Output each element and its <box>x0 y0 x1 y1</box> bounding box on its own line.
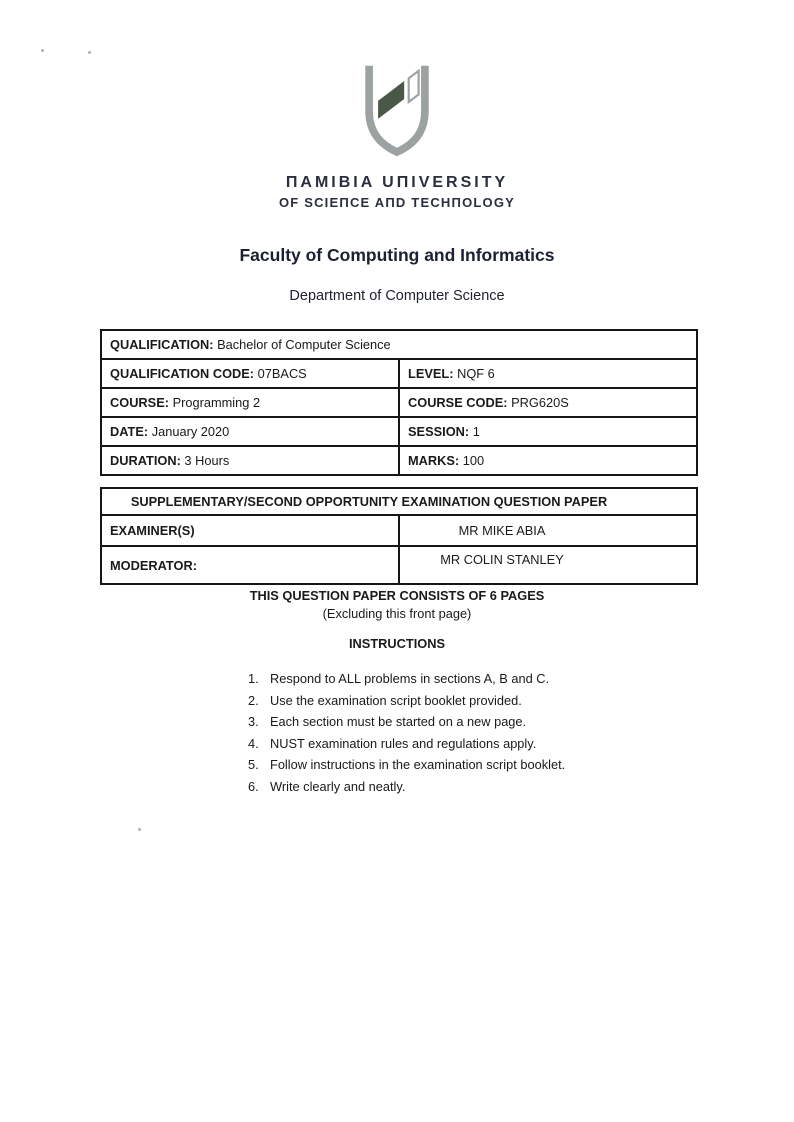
table-row <box>101 388 697 417</box>
examiner-value: MR MIKE ABIA <box>399 515 697 546</box>
field-label: QUALIFICATION CODE: <box>110 366 255 381</box>
table-row <box>101 417 697 446</box>
item-number: 2. <box>248 692 259 708</box>
field-value: NQF 6 <box>457 366 495 381</box>
moderator-label: MODERATOR: <box>101 546 399 584</box>
item-text: Each section must be started on a new page. <box>270 714 527 730</box>
exam-paper-title: SUPPLEMENTARY/SECOND OPPORTUNITY EXAMINATION QUESTION PAPER <box>101 488 697 515</box>
course-code-cell <box>399 388 697 417</box>
department-title: Department of Computer Science <box>289 288 505 304</box>
table-row <box>101 330 697 359</box>
item-number: 5. <box>248 757 259 773</box>
item-text: NUST examination rules and regulations apply. <box>270 735 537 751</box>
page-count-notice: THIS QUESTION PAPER CONSISTS OF 6 PAGES <box>249 588 545 603</box>
table-row <box>101 359 697 388</box>
nust-shield-icon <box>352 62 442 163</box>
table-row <box>101 488 697 515</box>
field-label: COURSE: <box>110 395 170 410</box>
field-label: MARKS: <box>408 453 460 468</box>
field-value: 3 Hours <box>184 453 230 468</box>
field-value: January 2020 <box>151 424 230 439</box>
item-text: Write clearly and neatly. <box>270 778 406 794</box>
field-value: PRG620S <box>511 395 569 410</box>
date-cell <box>101 417 399 446</box>
table-row <box>101 515 697 546</box>
level-cell <box>399 359 697 388</box>
course-cell <box>101 388 399 417</box>
field-value: Programming 2 <box>172 395 261 410</box>
university-wordmark-line1: ΠAMIBIA UΠIVERSITY <box>285 174 509 191</box>
university-wordmark-line2: OF SCIEΠCE AΠD TECHΠOLOGY <box>278 195 516 210</box>
faculty-title: Faculty of Computing and Informatics <box>239 245 555 265</box>
field-value: 07BACS <box>257 366 307 381</box>
table-row <box>101 546 697 584</box>
item-number: 3. <box>248 714 259 730</box>
examiner-label: EXAMINER(S) <box>101 515 399 546</box>
table-row <box>101 446 697 475</box>
field-label: DATE: <box>110 424 149 439</box>
instructions-heading: INSTRUCTIONS <box>349 636 445 651</box>
item-number: 6. <box>248 778 259 794</box>
duration-cell <box>101 446 399 475</box>
item-number: 4. <box>248 735 259 751</box>
scan-speck <box>138 828 141 831</box>
list-item <box>248 714 565 729</box>
list-item <box>248 779 565 794</box>
session-cell <box>399 417 697 446</box>
list-item <box>248 757 565 772</box>
list-item <box>248 736 565 751</box>
qualification-cell <box>101 330 697 359</box>
field-label: COURSE CODE: <box>408 395 508 410</box>
item-text: Follow instructions in the examination script booklet. <box>270 757 566 773</box>
course-details-table <box>100 329 698 476</box>
marks-cell <box>399 446 697 475</box>
university-logo <box>0 62 794 210</box>
field-label: LEVEL: <box>408 366 454 381</box>
field-label: DURATION: <box>110 453 181 468</box>
list-item <box>248 671 565 686</box>
item-text: Respond to ALL problems in sections A, B and C. <box>270 671 550 686</box>
qualification-code-cell <box>101 359 399 388</box>
item-text: Use the examination script booklet provided. <box>270 692 522 708</box>
list-item <box>248 693 565 708</box>
page-count-subnote: (Excluding this front page) <box>322 606 472 621</box>
moderator-value: MR COLIN STANLEY <box>399 546 697 584</box>
field-label: SESSION: <box>408 424 470 439</box>
field-value: Bachelor of Computer Science <box>217 337 391 352</box>
field-value: 100 <box>462 453 485 468</box>
scan-speck <box>41 49 44 52</box>
instructions-list <box>248 671 565 801</box>
item-number: 1. <box>248 671 259 686</box>
field-label: QUALIFICATION: <box>110 337 214 352</box>
field-value: 1 <box>472 424 480 439</box>
scan-speck <box>88 51 91 54</box>
exam-paper-table <box>100 487 698 585</box>
